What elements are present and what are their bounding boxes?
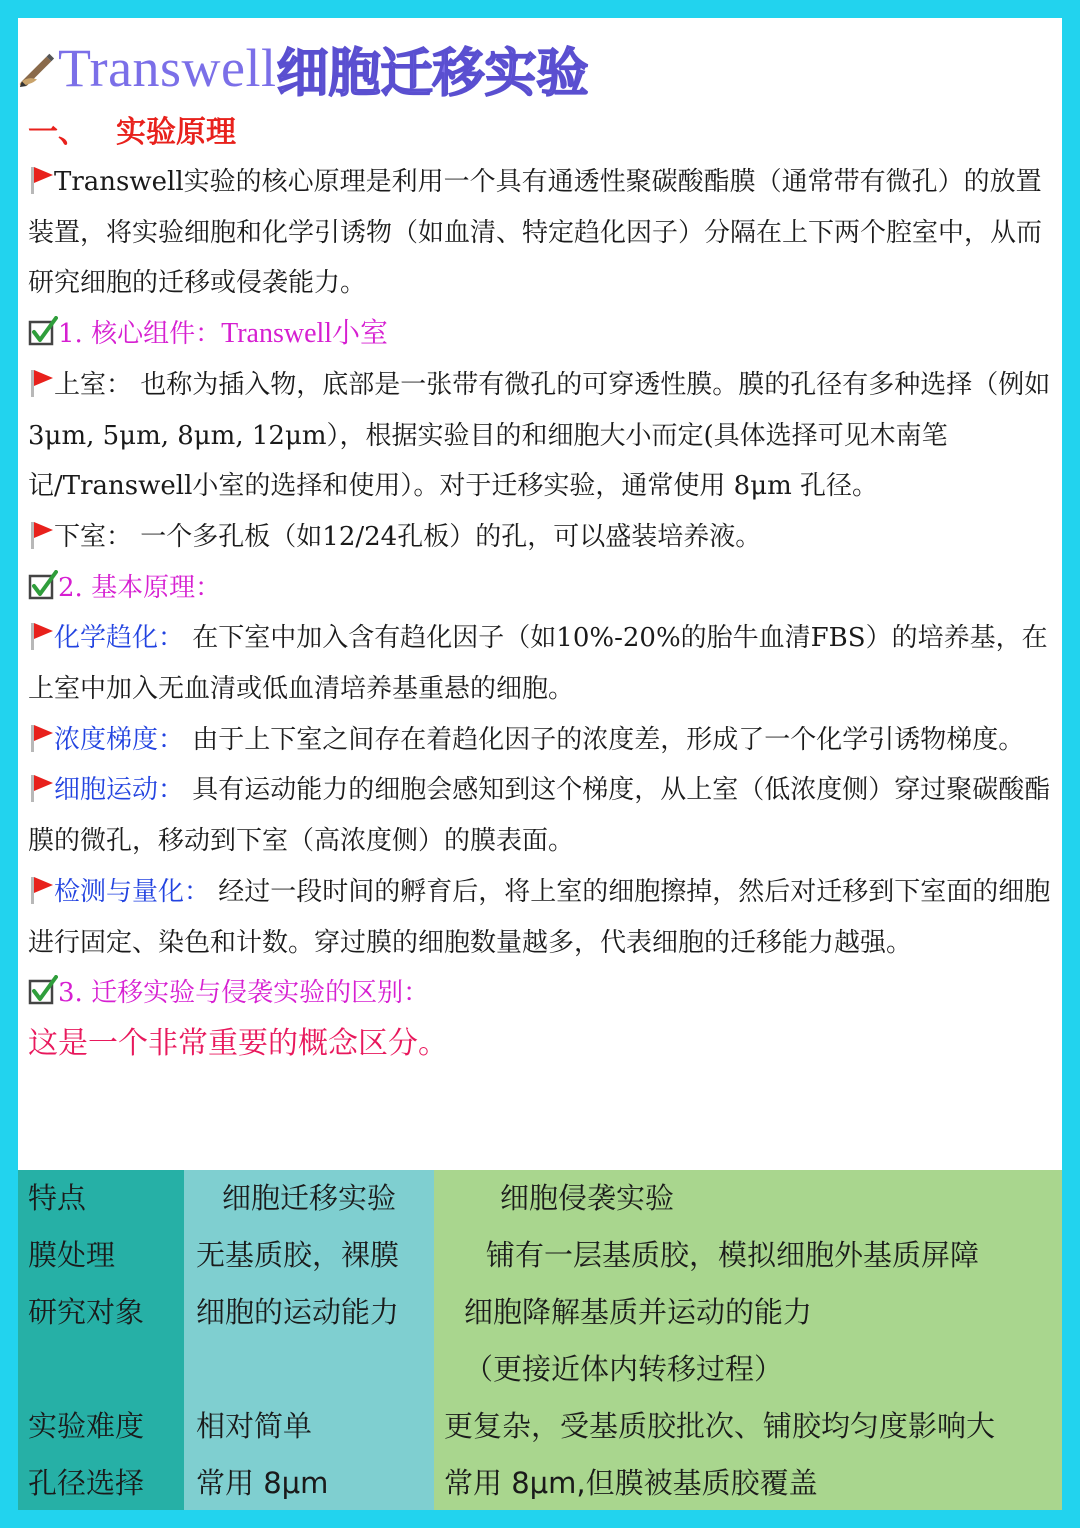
flag-icon [28, 621, 54, 651]
checkbox-icon [28, 975, 58, 1007]
flag-icon [28, 368, 54, 398]
table-header-cell: 细胞侵袭实验 [500, 1181, 675, 1215]
checkbox-icon [28, 570, 58, 602]
flag-icon [28, 165, 54, 195]
document-page [18, 18, 1062, 1510]
important-note [28, 1019, 1058, 1071]
table-cell: 相对简单 [196, 1409, 313, 1443]
pen-icon [18, 48, 56, 88]
table-cell: 更复杂，受基质胶批次、铺胶均匀度影响大 [444, 1409, 996, 1443]
table-cell: 细胞的运动能力 [196, 1295, 400, 1329]
principle-item-label: 检测与量化： [54, 876, 211, 907]
title-chinese: 细胞迁移实验 [276, 43, 589, 104]
table-cell: 研究对象 [28, 1295, 145, 1329]
upper-chamber-label: 上室： [54, 369, 133, 400]
table-cell: 膜处理 [28, 1238, 116, 1272]
subheading-difference-text: 3. 迁移实验与侵袭实验的区别： [58, 978, 430, 1009]
principle-item [28, 867, 1058, 968]
section-number: 一、 [28, 115, 88, 150]
checkbox-icon [28, 316, 58, 348]
subheading-core [28, 309, 1058, 360]
lower-chamber-label: 下室： [54, 521, 133, 552]
intro-text: Transwell实验的核心原理是利用一个具有通透性聚碳酸酯膜（通常带有微孔）的放置装置，将实验细胞和化学引诱物（如血清、特定趋化因子）分隔在上下两个腔室中，从而研究细胞的迁移或侵袭能力。 [28, 167, 1043, 299]
upper-chamber-text: 也称为插入物，底部是一张带有微孔的可穿透性膜。膜的孔径有多种选择（例如 3μm, 5μm, 8μm, 12μm），根据实验目的和细胞大小而定(具体选择可见木南笔记/Transwell小室的选择和使用）。对于迁移实验，通常使用 8μm 孔径。 [28, 369, 1051, 502]
page-title [18, 28, 589, 108]
principle-item [28, 715, 1058, 766]
table-cell: 常用 8μm,但膜被基质胶覆盖 [444, 1466, 818, 1500]
section-heading [28, 104, 236, 154]
table-cell: 常用 8μm [196, 1466, 329, 1500]
lower-chamber-text: 一个多孔板（如12/24孔板）的孔，可以盛装培养液。 [140, 521, 762, 552]
table-cell: 孔径选择 [28, 1466, 145, 1500]
subheading-core-latin: Transwell小室 [221, 318, 389, 350]
table-cell: 细胞降解基质并运动的能力 [464, 1295, 813, 1329]
lower-chamber-paragraph [28, 512, 1058, 563]
table-column-migration [184, 1170, 434, 1510]
subheading-difference [28, 968, 1058, 1019]
comparison-table [18, 1170, 1062, 1510]
subheading-principle-text: 2. 基本原理： [58, 572, 222, 603]
body-text [28, 157, 1058, 1071]
table-header-cell: 细胞迁移实验 [222, 1181, 397, 1215]
table-cell: 实验难度 [28, 1409, 145, 1443]
table-header-cell: 特点 [28, 1181, 87, 1215]
principle-item-text: 具有运动能力的细胞会感知到这个梯度，从上室（低浓度侧）穿过聚碳酸酯膜的微孔，移动到下室（高浓度侧）的膜表面。 [28, 775, 1051, 857]
principle-item-text: 经过一段时间的孵育后，将上室的细胞擦掉，然后对迁移到下室面的细胞进行固定、染色和计数。穿过膜的细胞数量越多，代表细胞的迁移能力越强。 [28, 876, 1051, 958]
flag-icon [28, 875, 54, 905]
principle-item-label: 化学趋化： [54, 623, 185, 654]
principle-item-label: 细胞运动： [54, 775, 185, 806]
flag-icon [28, 723, 54, 753]
principle-item-text: 由于上下室之间存在着趋化因子的浓度差，形成了一个化学引诱物梯度。 [192, 724, 1025, 755]
section-label: 实验原理 [116, 115, 236, 150]
table-cell: 铺有一层基质胶，模拟细胞外基质屏障 [486, 1238, 980, 1272]
table-cell: （更接近体内转移过程） [464, 1352, 784, 1386]
subheading-principle [28, 563, 1058, 614]
title-latin: Transwell [58, 38, 277, 98]
upper-chamber-paragraph [28, 360, 1058, 512]
principle-item-text: 在下室中加入含有趋化因子（如10%-20%的胎牛血清FBS）的培养基，在上室中加入无血清或低血清培养基重悬的细胞。 [28, 623, 1048, 705]
principle-item [28, 613, 1058, 714]
table-column-invasion [434, 1170, 1062, 1510]
principle-item-label: 浓度梯度： [54, 724, 185, 755]
important-note-text: 这是一个非常重要的概念区分。 [28, 1025, 448, 1061]
intro-paragraph [28, 157, 1058, 309]
subheading-core-text: 1. 核心组件： [58, 319, 222, 350]
flag-icon [28, 773, 54, 803]
table-column-feature [18, 1170, 184, 1510]
flag-icon [28, 520, 54, 550]
table-cell: 无基质胶，裸膜 [196, 1238, 400, 1272]
principle-item [28, 765, 1058, 866]
